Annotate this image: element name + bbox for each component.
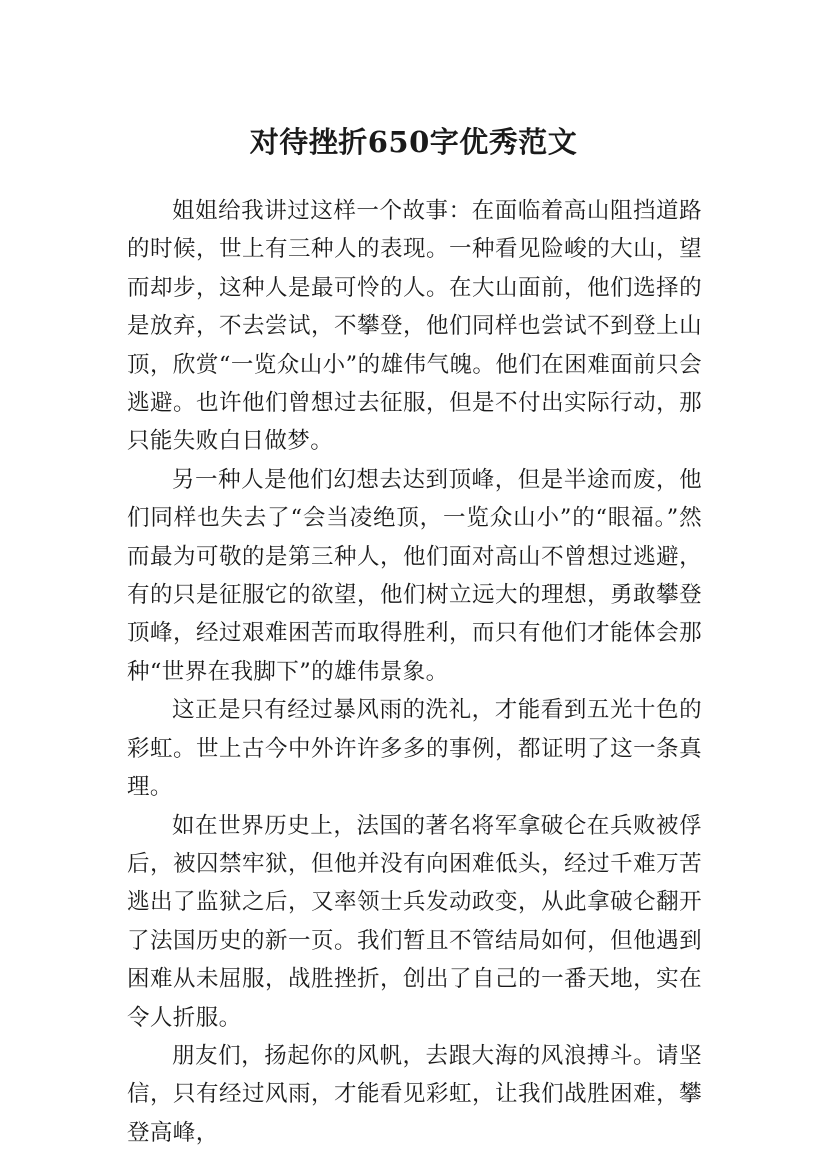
paragraph-2: 另一种人是他们幻想去达到顶峰，但是半途而废，他们同样也失去了“会当凌绝顶，一览众山小”的“眼福。”然而最为可敬的是第三种人，他们面对高山不曾想过逃避，有的只是征服它的欲望，他们树立远大的理想，勇敢攀登顶峰，经过艰难困苦而取得胜利，而只有他们才能体会那种“世界在我脚下”的雄伟景象。 [127, 466, 702, 685]
document-title: 对待挫折650字优秀范文 [249, 125, 578, 160]
paragraph-5: 朋友们，扬起你的风帆，去跟大海的风浪搏斗。请坚信，只有经过风雨，才能看见彩虹，让我们战胜困难，攀登高峰， [127, 1042, 702, 1146]
document-body [127, 192, 702, 1152]
paragraph-1: 姐姐给我讲过这样一个故事：在面临着高山阻挡道路的时候，世上有三种人的表现。一种看见险峻的大山，望而却步，这种人是最可怜的人。在大山面前，他们选择的是放弃，不去尝试，不攀登，他们同样也尝试不到登上山顶，欣赏“一览众山小”的雄伟气魄。他们在困难面前只会逃避。也许他们曾想过去征服，但是不付出实际行动，那只能失败白日做梦。 [127, 198, 702, 455]
paragraph-4: 如在世界历史上，法国的著名将军拿破仑在兵败被俘后，被囚禁牢狱，但他并没有向困难低头，经过千难万苦逃出了监狱之后，又率领士兵发动政变，从此拿破仑翻开了法国历史的新一页。我们暂且不管结局如何，但他遇到困难从未屈服，战胜挫折，创出了自己的一番天地，实在令人折服。 [127, 812, 702, 1031]
paragraph-3: 这正是只有经过暴风雨的洗礼，才能看到五光十色的彩虹。世上古今中外许许多多的事例，都证明了这一条真理。 [127, 697, 702, 801]
